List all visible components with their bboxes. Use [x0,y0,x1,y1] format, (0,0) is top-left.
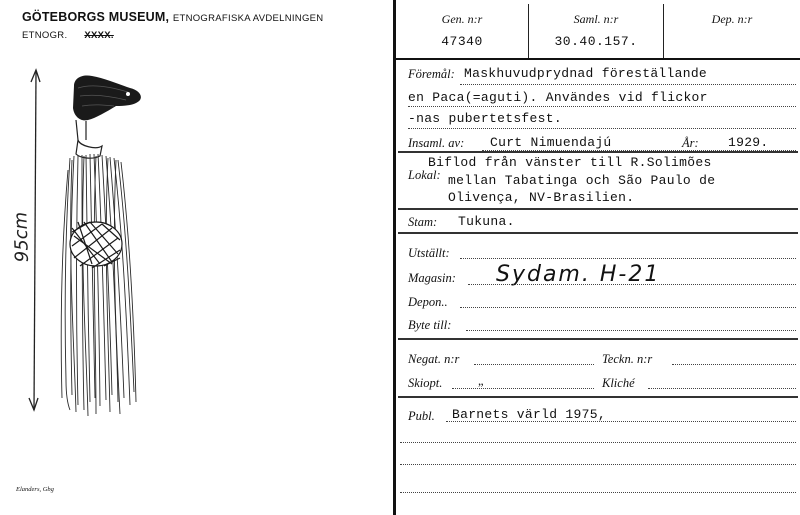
saml-nr-cell [529,4,664,58]
kliche-dots [648,388,796,389]
publ-value: Barnets värld 1975, [452,407,606,422]
museum-name: GÖTEBORGS MUSEUM, [22,10,170,24]
fringe-strands [61,154,136,416]
byte-rule [398,338,798,340]
teckn-dots [672,364,796,365]
foremal-dots-2 [408,106,796,107]
publ-dots-4 [400,492,796,493]
foremal-line-2: en Paca(=aguti). Användes vid flickor [408,90,708,105]
lokal-line-3: Olivença, NV-Brasilien. [448,190,635,205]
woven-net [70,222,122,268]
skiopt-label: Skiopt. [408,376,443,390]
gen-nr-cell [396,4,529,58]
header-rule [396,58,800,60]
dep-nr-label: Dep. n:r [711,12,753,26]
publ-dots-2 [400,442,796,443]
magasin-label: Magasin: [408,271,456,285]
foremal-dots-1 [460,84,796,85]
negat-dots [474,364,594,365]
publ-dots-1 [446,421,796,422]
skiopt-mark: „ [478,374,484,388]
insaml-value: Curt Nimuendajú [490,135,612,150]
publ-dots-3 [400,464,796,465]
stam-rule [398,232,798,234]
saml-nr-label: Saml. n:r [573,12,619,26]
insaml-label: Insaml. av: [408,136,465,150]
catalogue-card [396,0,800,515]
byte-label: Byte till: [408,318,452,332]
ar-value: 1929. [728,135,769,150]
lokal-line-1: Biflod från vänster till R.Solimões [428,155,712,170]
department-name: ETNOGRAFISKA AVDELNINGEN [172,13,324,24]
ar-label: År: [682,136,699,150]
foremal-line-3: -nas pubertetsfest. [408,111,562,126]
dep-nr-cell [664,4,800,58]
stam-label: Stam: [408,215,438,229]
magasin-value: Sydam. H-21 [496,262,661,287]
depon-label: Depon.. [408,295,448,309]
foremal-dots-3 [408,128,796,129]
insaml-rule [398,151,798,153]
utstallt-dots [460,258,796,259]
lokal-rule [398,208,798,210]
kliche-label: Kliché [602,376,635,390]
headdress-drawing [0,0,390,480]
depon-dots [460,307,796,308]
paca-head [73,75,141,140]
lokal-label: Lokal: [408,168,441,182]
etnogr-label: ETNOGR. [22,30,68,41]
saml-nr-value: 30.40.157. [554,34,638,49]
gen-nr-value: 47340 [441,34,483,49]
foremal-line-1: Maskhuvudprydnad föreställande [464,66,708,81]
magasin-dots [468,284,796,285]
utstallt-label: Utställt: [408,246,450,260]
stam-value: Tukuna. [458,214,515,229]
printer-credit: Elanders, Gbg [16,486,54,493]
struck-code: XXXX. [84,30,114,41]
foremal-label: Föremål: [408,67,455,81]
negat-label: Negat. n:r [408,352,460,366]
skiopt-dots [452,388,594,389]
teckn-label: Teckn. n:r [602,352,653,366]
lokal-line-2: mellan Tabatinga och São Paulo de [448,173,716,188]
publ-label: Publ. [408,409,435,423]
measurement-label: 95cm [10,211,33,263]
byte-dots [466,330,796,331]
gen-nr-label: Gen. n:r [441,12,483,26]
kliche-rule [398,396,798,398]
